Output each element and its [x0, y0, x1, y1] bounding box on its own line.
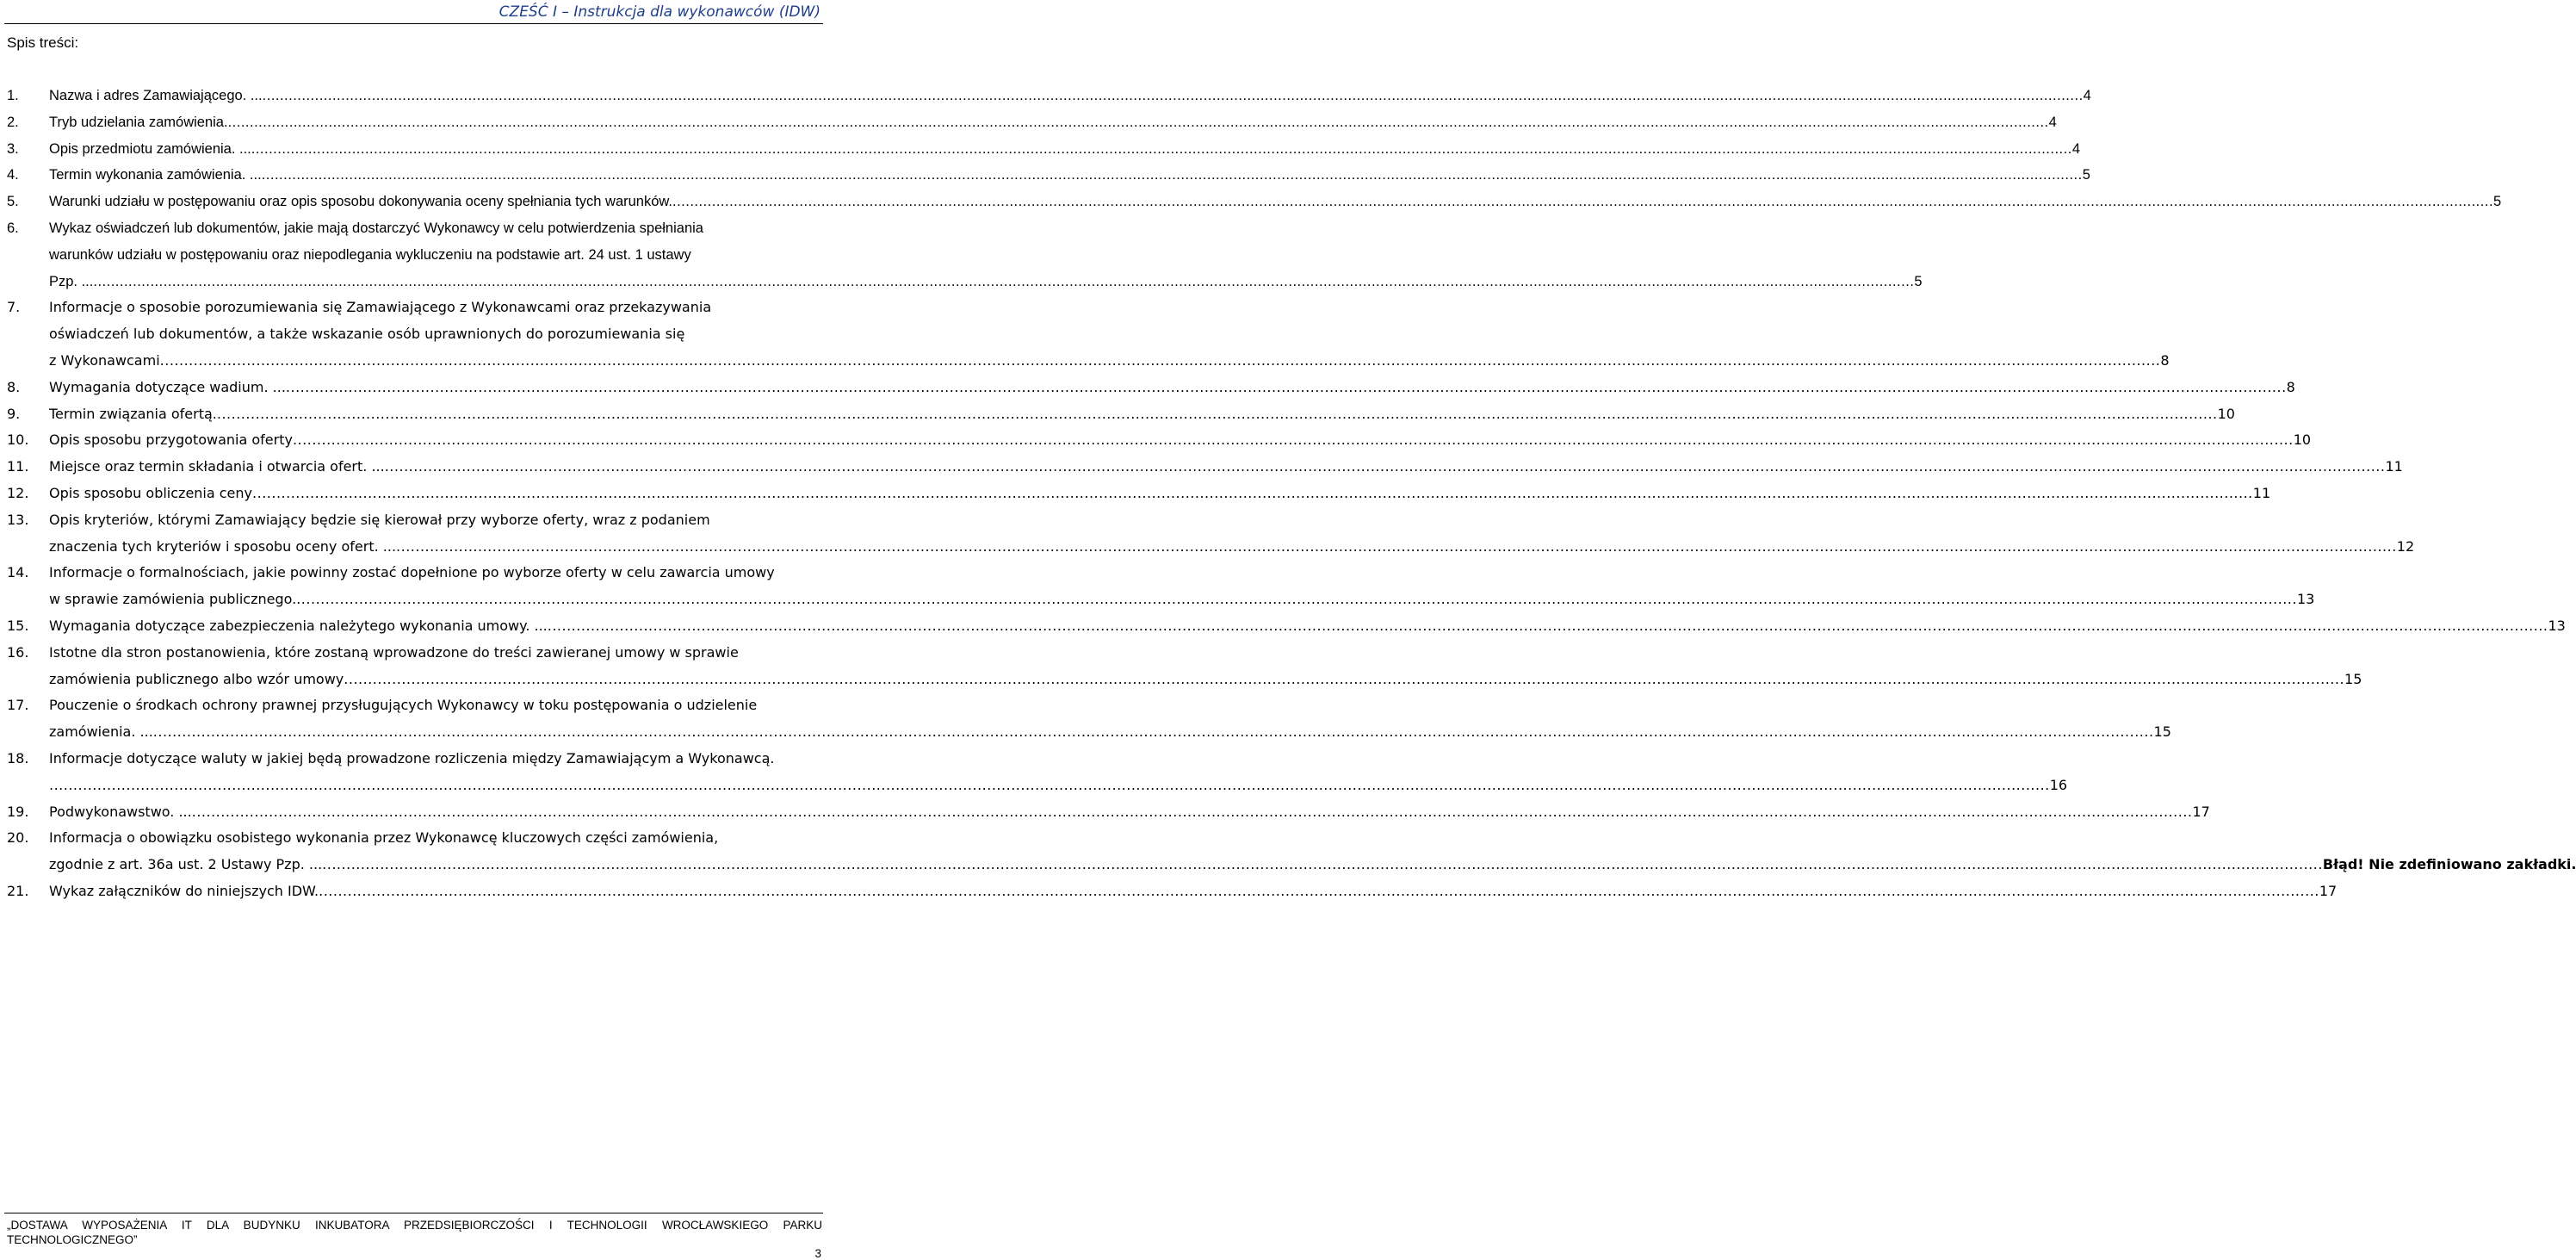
- toc-entry-page: 10: [2217, 405, 2235, 422]
- toc-entry-number: 7.: [7, 299, 21, 316]
- toc-entry-title: Warunki udziału w postępowaniu oraz opis sposobu dokonywania oceny spełniania tych warunków.: [49, 194, 672, 210]
- toc-entry-page: Błąd! Nie zdefiniowano zakładki.: [2322, 856, 2576, 873]
- toc-dot-leader: [252, 485, 2253, 501]
- toc-entry[interactable]: [0, 189, 2502, 215]
- toc-entry-text-line: oświadczeń lub dokumentów, a także wskazanie osób uprawnionych do porozumiewania się: [49, 326, 685, 343]
- toc-dot-leader: [396, 538, 2397, 555]
- toc-entry-page: 16: [2049, 776, 2068, 793]
- toc-entry-text-line: Informacje o formalnościach, jakie powinny zostać dopełnione po wyborze oferty w celu zawarcia umowy: [49, 564, 775, 581]
- toc-entry-page: 5: [2493, 194, 2502, 210]
- toc-dot-leader: [93, 274, 1914, 289]
- toc-dot-leader: [548, 618, 2548, 634]
- toc-entry-leader-line: [49, 269, 1923, 295]
- toc-dot-leader: [228, 115, 2049, 130]
- toc-entry-page: 15: [2153, 723, 2171, 741]
- toc-entry[interactable]: [0, 83, 2091, 109]
- toc-entry-page: 11: [2385, 458, 2403, 475]
- toc-entry-title: Miejsce oraz termin składania i otwarcia ofert. ...: [49, 458, 385, 475]
- toc-entry-page: 5: [2082, 167, 2090, 183]
- toc-dot-leader: [319, 883, 2319, 899]
- toc-entry-leader-line: [49, 83, 2091, 109]
- toc-entry[interactable]: [0, 799, 2210, 826]
- toc-entry-number: 1.: [7, 88, 19, 103]
- toc-entry[interactable]: [0, 109, 2057, 136]
- toc-entry-page: 8: [2160, 351, 2170, 369]
- toc-entry-text-line: warunków udziału w postępowaniu oraz niepodlegania wykluczeniu na podstawie art. 24 ust. 1 ustawy: [49, 246, 691, 263]
- toc-entry-leader-line: [49, 534, 2415, 561]
- toc-entry-title: Tryb udzielania zamówienia.: [49, 114, 228, 130]
- toc-entry-number: 21.: [7, 882, 29, 899]
- toc-dot-leader: [192, 804, 2193, 820]
- toc-entry-title: znaczenia tych kryteriów i sposobu oceny ofert. ...: [49, 537, 397, 555]
- toc-entry[interactable]: [0, 481, 2271, 507]
- toc-entry-number: 3.: [7, 140, 19, 157]
- toc-dot-leader: [672, 194, 2493, 209]
- toc-entry-title: Nazwa i adres Zamawiającego. ...: [49, 88, 263, 103]
- toc-entry-leader-line: [49, 613, 2566, 640]
- toc-entry-page: 17: [2192, 803, 2210, 820]
- header-divider: [4, 23, 823, 24]
- toc-dot-leader: [385, 458, 2386, 475]
- toc-dot-leader: [286, 379, 2287, 395]
- toc-entry-title: zamówienia publicznego albo wzór umowy: [49, 670, 344, 687]
- footer-project-title: „DOSTAWA WYPOSAŻENIA IT DLA BUDYNKU INKUBATORA PRZEDSIĘBIORCZOŚCI I TECHNOLOGII WROCŁAWSKIEGO PARKU TECHNOLOGICZNEGO”: [7, 1219, 822, 1246]
- toc-dot-leader: [153, 723, 2154, 740]
- toc-entry-number: 4.: [7, 167, 19, 183]
- toc-entry[interactable]: [0, 295, 2170, 374]
- toc-dot-leader: [322, 856, 2323, 872]
- toc-dot-leader: [251, 141, 2072, 157]
- toc-entry-leader-line: [49, 401, 2235, 428]
- toc-entry-page: 12: [2396, 537, 2415, 555]
- toc-entry-page: 5: [1914, 273, 1923, 289]
- toc-entry-number: 15.: [7, 617, 29, 634]
- toc-entry-page: 4: [2083, 88, 2091, 103]
- toc-dot-leader: [160, 352, 2161, 369]
- toc-entry-leader-line: [49, 162, 2090, 189]
- toc-entry[interactable]: [0, 746, 2068, 799]
- toc-entry[interactable]: [0, 692, 2171, 746]
- toc-entry-number: 14.: [7, 564, 29, 581]
- toc-entry-title: Termin wykonania zamówienia. ...: [49, 167, 262, 183]
- toc-entry-number: 12.: [7, 484, 29, 501]
- toc-entry-title: Wymagania dotyczące zabezpieczenia należytego wykonania umowy. ...: [49, 617, 548, 634]
- toc-entry-title: Opis sposobu obliczenia ceny: [49, 484, 253, 501]
- toc-entry-number: 16.: [7, 643, 29, 661]
- toc-entry-text-line: Informacje o sposobie porozumiewania się Zamawiającego z Wykonawcami oraz przekazywania: [49, 299, 712, 316]
- running-header: CZEŚĆ I – Instrukcja dla wykonawców (IDW): [498, 3, 820, 21]
- toc-entry[interactable]: [0, 825, 2576, 878]
- toc-dot-leader: [263, 88, 2084, 103]
- toc-entry-leader-line: [49, 136, 2080, 163]
- toc-entry-number: 2.: [7, 114, 19, 130]
- toc-entry-number: 8.: [7, 378, 21, 395]
- toc-entry[interactable]: [0, 375, 2295, 401]
- toc-entry[interactable]: [0, 401, 2235, 428]
- toc-entry-page: 8: [2286, 378, 2295, 395]
- toc-entry[interactable]: [0, 613, 2566, 640]
- toc-entry-title: Wykaz załączników do niniejszych IDW.: [49, 882, 319, 899]
- toc-entry-leader-line: [49, 109, 2057, 136]
- toc-entry-number: 19.: [7, 803, 29, 820]
- toc-entry[interactable]: [0, 507, 2415, 561]
- toc-entry-title: Pzp. ...: [49, 273, 94, 289]
- toc-entry-leader-line: [49, 667, 2362, 693]
- toc-entry-leader-line: [49, 454, 2403, 481]
- toc-entry-title: Opis przedmiotu zamówienia. ...: [49, 140, 251, 157]
- toc-entry-number: 11.: [7, 458, 29, 475]
- toc-entry-leader-line: [49, 878, 2338, 905]
- toc-entry-title: zamówienia. ...: [49, 723, 153, 741]
- toc-entry-text-line: Pouczenie o środkach ochrony prawnej przysługujących Wykonawcy w toku postępowania o udzielenie: [49, 697, 758, 714]
- toc-entry-page: 4: [2071, 140, 2080, 157]
- toc-entry-page: 4: [2048, 114, 2057, 130]
- toc-entry[interactable]: [0, 427, 2312, 454]
- toc-entry-text-line: Wykaz oświadczeń lub dokumentów, jakie mają dostarczyć Wykonawcy w celu potwierdzenia spełniania: [49, 220, 703, 236]
- toc-entry-leader-line: [49, 852, 2576, 878]
- toc-entry[interactable]: [0, 136, 2080, 163]
- toc-dot-leader: [217, 406, 2218, 422]
- toc-entry-title: z Wykonawcami: [49, 351, 160, 369]
- page-number: 3: [814, 1247, 821, 1260]
- toc-entry-leader-line: [49, 587, 2315, 613]
- toc-entry-page: 15: [2344, 670, 2362, 687]
- toc-entry[interactable]: [0, 878, 2338, 905]
- toc-entry-number: 6.: [7, 220, 19, 236]
- toc-entry-number: 20.: [7, 829, 29, 847]
- toc-entry-number: 5.: [7, 194, 19, 210]
- toc-entry-number: 10.: [7, 431, 29, 449]
- toc-entry-leader-line: [49, 799, 2210, 826]
- toc-entry-title: Termin związania ofertą.: [49, 405, 217, 422]
- toc-entry-title: Opis sposobu przygotowania oferty: [49, 431, 293, 449]
- toc-entry-leader-line: [49, 481, 2271, 507]
- toc-entry-text-line: Informacje dotyczące waluty w jakiej będą prowadzone rozliczenia między Zamawiającym a Wykonawcą.: [49, 749, 775, 767]
- toc-entry-title: Podwykonawstwo. ...: [49, 803, 192, 820]
- toc-title: Spis treści:: [7, 34, 79, 51]
- toc-entry-leader-line: [49, 719, 2171, 746]
- toc-entry-page: 10: [2293, 431, 2312, 449]
- toc-entry-leader-line: [49, 348, 2170, 375]
- toc-dot-leader: [49, 777, 2050, 793]
- toc-entry-number: 13.: [7, 511, 29, 528]
- toc-dot-leader: [296, 591, 2297, 607]
- toc-entry[interactable]: [0, 162, 2090, 189]
- toc-entry-text-line: Informacja o obowiązku osobistego wykonania przez Wykonawcę kluczowych części zamówienia,: [49, 829, 719, 847]
- toc-entry-text-line: Opis kryteriów, którymi Zamawiający będzie się kierował przy wyborze oferty, wraz z podaniem: [49, 511, 710, 528]
- table-of-contents: [0, 83, 2576, 905]
- toc-entry[interactable]: [0, 640, 2362, 693]
- toc-entry-page: 13: [2548, 617, 2566, 634]
- toc-entry-number: 17.: [7, 697, 29, 714]
- toc-entry-title: w sprawie zamówienia publicznego.: [49, 591, 297, 608]
- toc-entry-leader-line: [49, 773, 2068, 799]
- toc-entry-number: 9.: [7, 405, 21, 422]
- toc-entry-leader-line: [49, 427, 2312, 454]
- toc-entry-page: 17: [2319, 882, 2338, 899]
- toc-dot-leader: [262, 167, 2083, 183]
- toc-entry-leader-line: [49, 375, 2295, 401]
- toc-dot-leader: [344, 671, 2344, 687]
- toc-dot-leader: [293, 431, 2294, 448]
- toc-entry[interactable]: [0, 215, 1923, 295]
- toc-entry-leader-line: [49, 189, 2502, 215]
- toc-entry-number: 18.: [7, 749, 29, 767]
- toc-entry-page: 13: [2296, 591, 2315, 608]
- toc-entry-title: zgodnie z art. 36a ust. 2 Ustawy Pzp. ...: [49, 856, 323, 873]
- toc-entry[interactable]: [0, 454, 2403, 481]
- toc-entry-text-line: Istotne dla stron postanowienia, które zostaną wprowadzone do treści zawieranej umowy w sprawie: [49, 643, 739, 661]
- toc-entry-page: 11: [2252, 484, 2271, 501]
- toc-entry[interactable]: [0, 560, 2315, 613]
- toc-entry-title: Wymagania dotyczące wadium. ...: [49, 378, 286, 395]
